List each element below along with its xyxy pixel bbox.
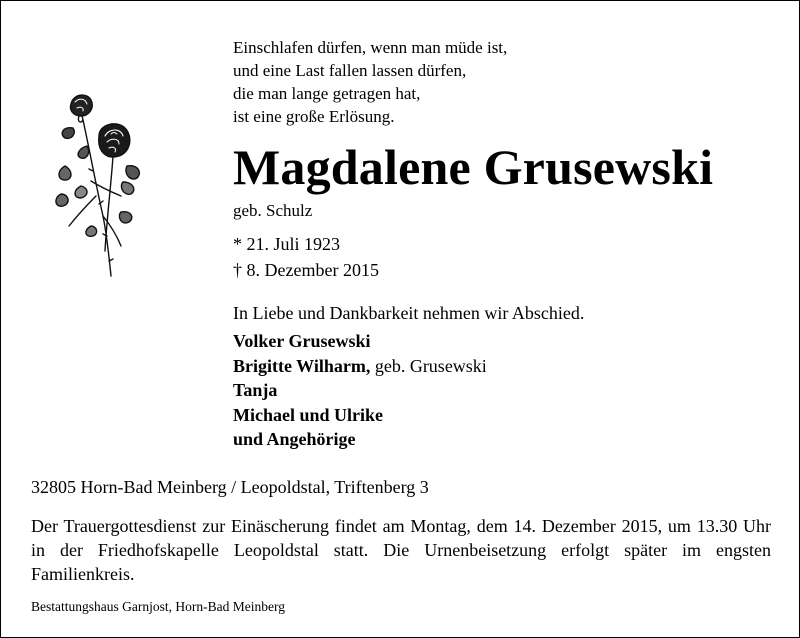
mourner	[233, 427, 487, 452]
mourner	[233, 378, 487, 403]
family-address: 32805 Horn-Bad Meinberg / Leopoldstal, Triftenberg 3	[31, 477, 429, 497]
birth-name: geb. Schulz	[233, 201, 313, 220]
mourners-list	[233, 329, 487, 452]
service-info: Der Trauergottesdienst zur Einäscherung findet am Montag, dem 14. Dezember 2015, um 13.30 Uhr in der Friedhofskapelle Leopoldstal statt. Die Urnenbeisetzung erfolgt später im engsten Familienkreis.	[31, 516, 771, 584]
poem-line: und eine Last fallen lassen dürfen,	[233, 61, 467, 80]
mourner	[233, 329, 487, 354]
mourner-name: Volker Grusewski	[233, 331, 371, 351]
life-dates	[233, 231, 379, 283]
mourner-name: Tanja	[233, 380, 278, 400]
poem-line: die man lange getragen hat,	[233, 84, 421, 103]
mourner-name: Brigitte Wilharm,	[233, 355, 371, 376]
poem-line: ist eine große Erlösung.	[233, 107, 395, 126]
deceased-name: Magdalene Grusewski	[233, 139, 714, 195]
poem-line: Einschlafen dürfen, wenn man müde ist,	[233, 38, 508, 57]
mourner	[233, 354, 487, 379]
rose-icon	[51, 86, 161, 281]
poem	[233, 36, 507, 128]
death-date: † 8. Dezember 2015	[233, 260, 379, 280]
mourner	[233, 403, 487, 428]
birth-date: * 21. Juli 1923	[233, 234, 341, 254]
mourner-name: und Angehörige	[233, 429, 356, 449]
mourner-name: Michael und Ulrike	[233, 404, 384, 425]
funeral-home: Bestattungshaus Garnjost, Horn-Bad Meinberg	[31, 599, 285, 614]
farewell-text: In Liebe und Dankbarkeit nehmen wir Abschied.	[233, 303, 585, 323]
mourner-suffix: geb. Grusewski	[370, 355, 487, 376]
